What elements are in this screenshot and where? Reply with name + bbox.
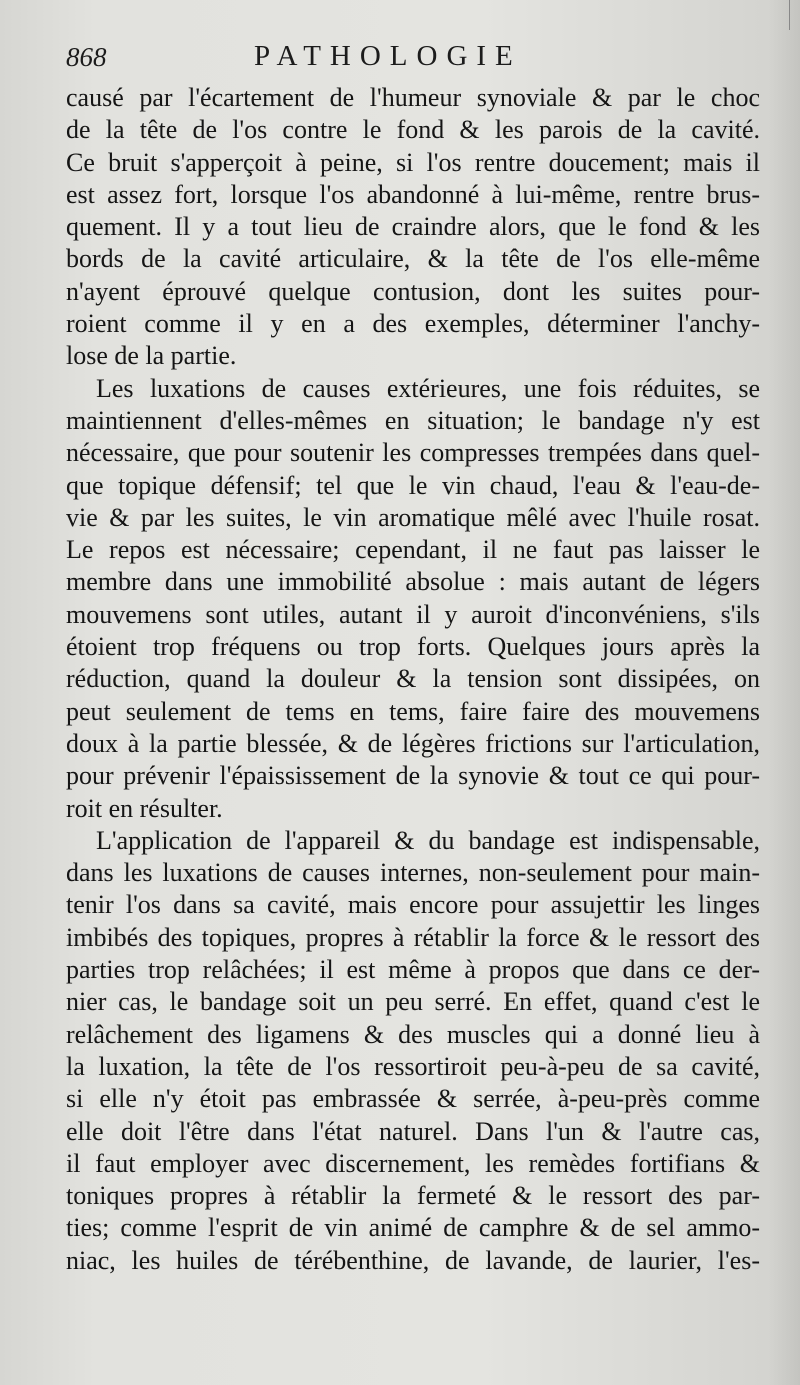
text-line: niac, les huiles de térébenthine, de lavande, de laurier, l'es- (66, 1245, 760, 1275)
paragraph-start-line: L'application de l'appareil & du bandage est indispensable, (96, 825, 760, 855)
text-line: roit en résulter. (66, 793, 223, 823)
text-line: mouvemens sont utiles, autant il y auroit d'inconvéniens, s'ils (66, 599, 760, 629)
text-line: vie & par les suites, le vin aromatique mêlé avec l'huile rosat. (66, 502, 760, 532)
text-line: est assez fort, lorsque l'os abandonné à lui-même, rentre brus- (66, 179, 760, 209)
text-line: la luxation, la tête de l'os ressortiroit peu-à-peu de sa cavité, (66, 1051, 760, 1081)
text-line: Le repos est nécessaire; cependant, il ne faut pas laisser le (66, 535, 760, 565)
text-line: imbibés des topiques, propres à rétablir la force & le ressort des (66, 922, 760, 952)
text-line: parties trop relâchées; il est même à propos que dans ce der- (66, 955, 760, 985)
text-line: n'ayent éprouvé quelque contusion, dont les suites pour- (66, 276, 760, 306)
text-line: il faut employer avec discernement, les remèdes fortifians & (66, 1148, 760, 1178)
running-head: PATHOLOGIE (254, 40, 522, 72)
text-line: si elle n'y étoit pas embrassée & serrée, à-peu-près comme (66, 1084, 760, 1114)
text-line: que topique défensif; tel que le vin chaud, l'eau & l'eau-de- (66, 470, 760, 500)
text-line: causé par l'écartement de l'humeur synoviale & par le choc (66, 83, 760, 112)
paragraph-start-line: Les luxations de causes extérieures, une fois réduites, se (96, 373, 760, 403)
text-line: Ce bruit s'apperçoit à peine, si l'os rentre doucement; mais il (66, 147, 760, 177)
text-line: ties; comme l'esprit de vin animé de camphre & de sel ammo- (66, 1213, 760, 1243)
body-text (66, 82, 760, 1277)
text-line: réduction, quand la douleur & la tension sont dissipées, on (66, 664, 760, 694)
text-line: quement. Il y a tout lieu de craindre alors, que le fond & les (66, 212, 760, 242)
text-line: étoient trop fréquens ou trop forts. Quelques jours après la (66, 632, 760, 662)
text-line: roient comme il y en a des exemples, déterminer l'anchy- (66, 309, 760, 339)
text-line: relâchement des ligamens & des muscles qui a donné lieu à (66, 1019, 760, 1049)
page-number: 868 (66, 42, 107, 72)
text-line: doux à la partie blessée, & de légères frictions sur l'articulation, (66, 728, 760, 758)
text-line: dans les luxations de causes internes, non-seulement pour main- (66, 858, 760, 888)
text-line: nécessaire, que pour soutenir les compresses trempées dans quel- (66, 438, 760, 468)
text-line: lose de la partie. (66, 341, 237, 371)
page-header (64, 38, 764, 78)
text-line: tenir l'os dans sa cavité, mais encore pour assujettir les linges (66, 890, 760, 920)
text-line: nier cas, le bandage soit un peu serré. En effet, quand c'est le (66, 987, 760, 1017)
text-line: membre dans une immobilité absolue : mais autant de légers (66, 567, 760, 597)
text-line: maintiennent d'elles-mêmes en situation; le bandage n'y est (66, 405, 760, 435)
text-line: de la tête de l'os contre le fond & les parois de la cavité. (66, 115, 760, 145)
text-line: bords de la cavité articulaire, & la tête de l'os elle-même (66, 244, 760, 274)
text-line: peut seulement de tems en tems, faire faire des mouvemens (66, 696, 760, 726)
text-line: toniques propres à rétablir la fermeté & le ressort des par- (66, 1181, 760, 1211)
text-line: pour prévenir l'épaississement de la synovie & tout ce qui pour- (66, 761, 760, 791)
text-line: elle doit l'être dans l'état naturel. Dans l'un & l'autre cas, (66, 1116, 760, 1146)
